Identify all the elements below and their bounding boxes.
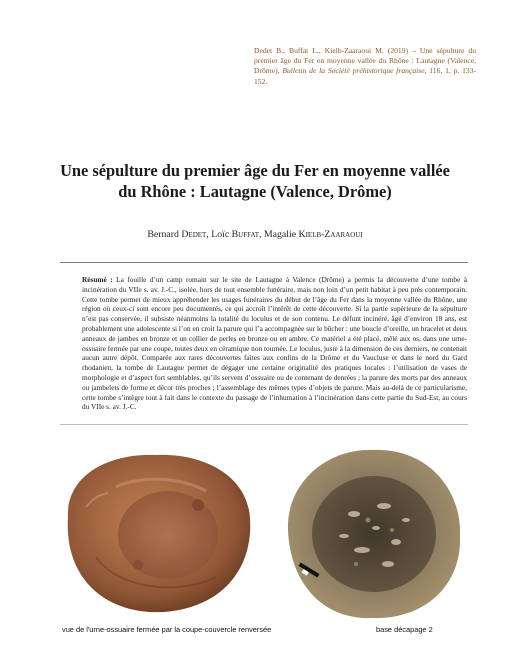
paper-title: Une sépulture du premier âge du Fer en moyenne vallée du Rhône : Lautagne (Valence, Drôme) [60, 161, 450, 201]
abstract [82, 275, 467, 412]
citation-details: , 116, 1, p. 133-152. [254, 66, 477, 86]
excavation-photo [276, 444, 466, 622]
author-3-first: Magalie [263, 229, 297, 240]
author-1-first: Bernard [147, 229, 179, 240]
author-3-last: Kielb-Zaaraoui [298, 229, 363, 240]
author-2-first: Loïc [211, 229, 230, 240]
abstract-bottom-rule [60, 424, 468, 425]
citation-journal: Bulletin de la Société préhistorique française [282, 66, 425, 76]
urn-photo [56, 447, 258, 617]
abstract-label: Résumé : [82, 275, 113, 284]
abstract-text: La fouille d’un camp romain sur le site de Lautagne à Valence (Drôme) a permis la découverte d’une tombe à incinération du VIIe s. av. J.-C., isolée, hors de tout ensemble funéraire, mais non loin d’un petit habitat à peu près contemporain. Cette tombe permet de mieux appréhender les usages funéraires du début de l’âge du Fer dans la moyenne vallée du Rhône, une région où ceux-ci sont encore peu documentés, ce qui accroît l’intérêt de cette découverte. Si la partie supérieure de la sépulture n’est pas conservée, il subsiste néanmoins la totalité du loculus et de son contenu. Le défunt incinéré, âgé d’environ 18 ans, est probablement une adolescente si l’on en croit la parure qui l’a accompagnée sur le bûcher : une boucle d’oreille, un bracelet et deux anneaux de jambes en bronze et un collier de perles en bronze ou en ambre. Ce matériel a été placé, mêlé aux os, dans une urne-ossuaire fermée par une coupe, toutes deux en céramique non tournée. Le loculus, juste à la dimension de ces derniers, ne contenait aucun autre dépôt. Comparée aux rares découvertes faites aux confins de la Drôme et du Vaucluse et dans le nord du Gard rhodanien, la tombe de Lautagne permet de dégager une certaine originalité des pratiques locales : l’utilisation de vases de morphologie et d’aspect fort semblables, qu’ils servent d’ossuaire ou de contenant de denrées ; la parure des morts par des anneaux ou jambelets de forme et décor très proches ; l’assemblage des mêmes types d’objets de parure. Mais au-delà de ce particularisme, cette tombe s’intègre tout à fait dans le contexte du passage de l’inhumation à l’incinération dans cette partie du Sud-Est, au cours du VIIe s. av. J.-C. [82, 275, 467, 412]
bone-fill [312, 476, 436, 592]
citation-reference [254, 46, 476, 87]
author-1-last: Dedet [181, 229, 207, 240]
abstract-top-rule [60, 262, 468, 263]
author-2-last: Buffat [231, 229, 260, 240]
citation-text: Dedet B., Buffat L., Kielb-Zaaraoui M. (2019) – Une sépulture du premier âge du Fer en moyenne vallée du Rhône : Lautagne (Valence, Drôme), [254, 46, 476, 76]
author-list: Bernard Dedet, Loïc Buffat, Magalie Kielb-Zaaraoui [147, 229, 363, 240]
figure-caption-right: base décapage 2 [376, 625, 433, 634]
figure-caption-left: vue de l'urne-ossuaire fermée par la coupe-couvercle renversée [62, 625, 272, 634]
